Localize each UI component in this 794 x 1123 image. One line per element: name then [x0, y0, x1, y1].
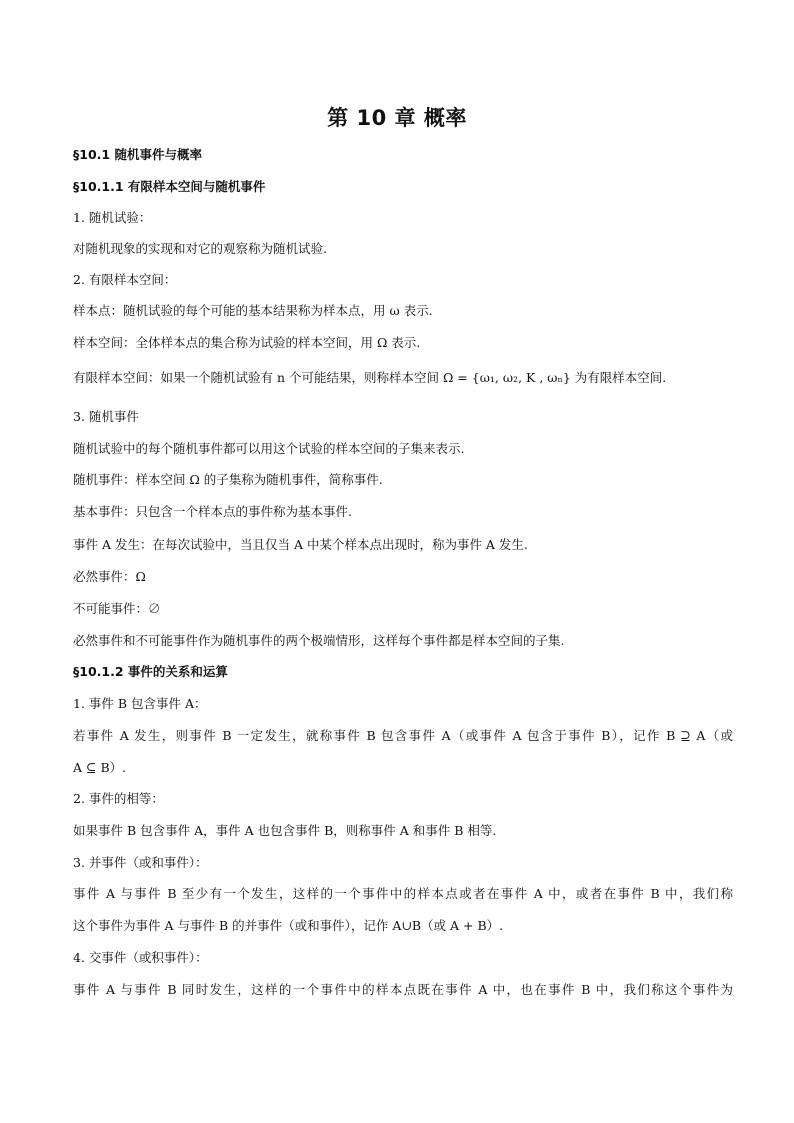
- section-heading: §10.1 随机事件与概率: [73, 147, 202, 162]
- paragraph: 事件 A 与事件 B 同时发生，这样的一个事件中的样本点既在事件 A 中，也在事件 B 中，我们称这个事件为: [73, 982, 733, 997]
- paragraph: 事件 A 发生：在每次试验中，当且仅当 A 中某个样本点出现时，称为事件 A 发生.: [73, 537, 528, 552]
- chapter-title: 第 10 章 概率: [327, 106, 467, 130]
- paragraph: 事件 A 与事件 B 至少有一个发生，这样的一个事件中的样本点或者在事件 A 中，或者在事件 B 中，我们称: [73, 886, 733, 901]
- item-heading: 1. 随机试验：: [73, 210, 152, 225]
- paragraph: 如果事件 B 包含事件 A，事件 A 也包含事件 B，则称事件 A 和事件 B 相等.: [73, 823, 497, 838]
- paragraph: 随机事件：样本空间 Ω 的子集称为随机事件，简称事件.: [73, 472, 383, 487]
- paragraph: 样本空间：全体样本点的集合称为试验的样本空间，用 Ω 表示.: [73, 335, 421, 350]
- paragraph: 有限样本空间：如果一个随机试验有 n 个可能结果，则称样本空间 Ω = {ω₁, ω₂, K , ωₙ} 为有限样本空间.: [73, 370, 667, 385]
- paragraph: 必然事件：Ω: [73, 569, 146, 584]
- paragraph: 对随机现象的实现和对它的观察称为随机试验.: [73, 241, 327, 256]
- paragraph: 样本点：随机试验的每个可能的基本结果称为样本点，用 ω 表示.: [73, 303, 433, 318]
- item-heading: 3. 并事件（或和事件）：: [73, 855, 208, 870]
- item-heading: 2. 有限样本空间：: [73, 272, 177, 287]
- item-heading: 4. 交事件（或积事件）：: [73, 950, 208, 965]
- item-heading: 3. 随机事件: [73, 409, 139, 424]
- paragraph: 随机试验中的每个随机事件都可以用这个试验的样本空间的子集来表示.: [73, 441, 465, 456]
- item-heading: 1. 事件 B 包含事件 A：: [73, 696, 207, 711]
- paragraph: 基本事件：只包含一个样本点的事件称为基本事件.: [73, 504, 352, 519]
- paragraph: 必然事件和不可能事件作为随机事件的两个极端情形，这样每个事件都是样本空间的子集.: [73, 633, 565, 648]
- item-heading: 2. 事件的相等：: [73, 791, 164, 806]
- paragraph: 不可能事件：∅: [73, 601, 161, 616]
- paragraph: 若事件 A 发生，则事件 B 一定发生，就称事件 B 包含事件 A（或事件 A 包含于事件 B），记作 B ⊇ A（或: [73, 728, 733, 743]
- subsection-heading: §10.1.2 事件的关系和运算: [73, 664, 228, 679]
- paragraph: 这个事件为事件 A 与事件 B 的并事件（或和事件），记作 A∪B（或 A + B）.: [73, 918, 504, 933]
- paragraph: A ⊆ B）.: [73, 760, 127, 775]
- subsection-heading: §10.1.1 有限样本空间与随机事件: [73, 179, 266, 194]
